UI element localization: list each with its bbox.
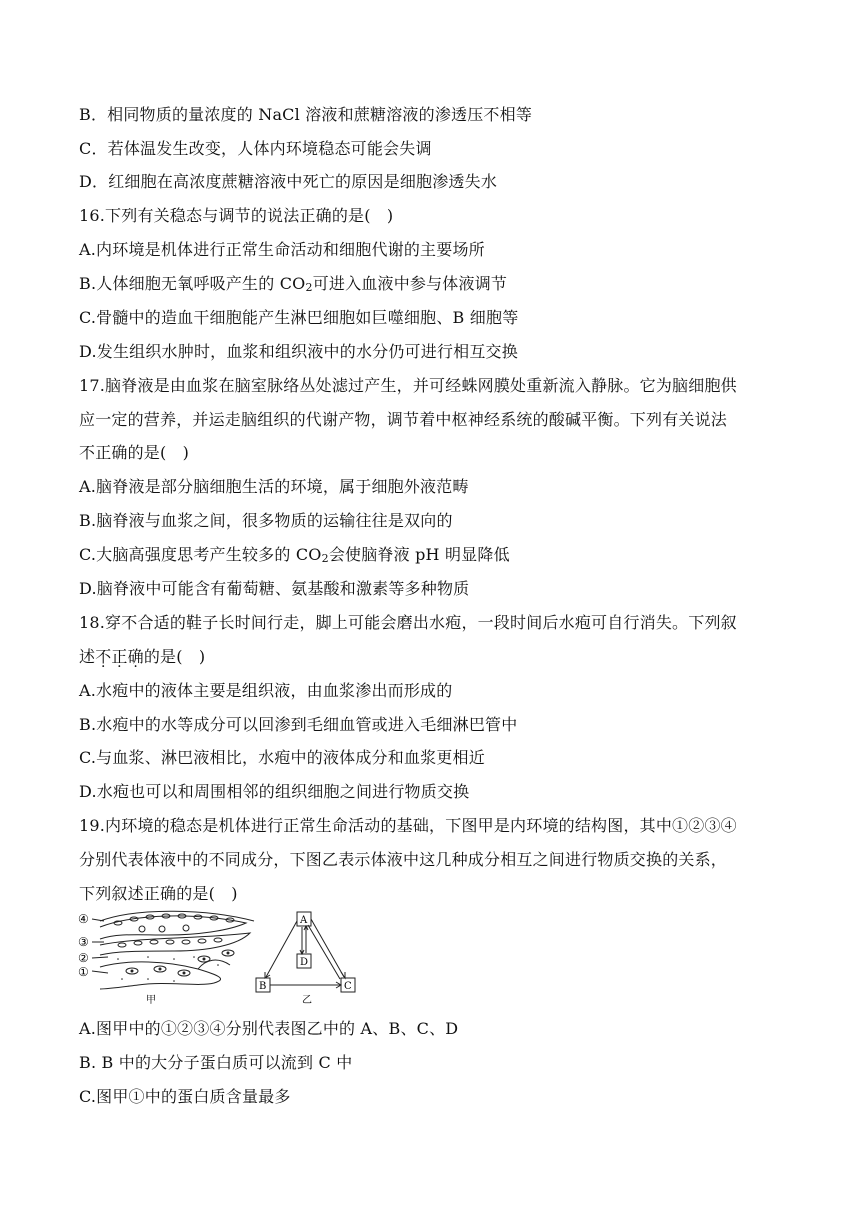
q16-option-b <box>79 272 788 296</box>
q19-option-a: A.图甲中的①②③④分别代表图乙中的 A、B、C、D <box>79 1019 459 1038</box>
yi-node-a: A <box>300 915 308 926</box>
q17-option-c-post: 会使脑脊液 pH 明显降低 <box>328 545 510 564</box>
q17-option-c <box>79 543 788 567</box>
jia-label-4: ④ <box>78 912 89 926</box>
q17-option-b: B.脑脊液与血浆之间，很多物质的运输往往是双向的 <box>79 511 453 530</box>
q15-option-d: D．红细胞在高浓度蔗糖溶液中死亡的原因是细胞渗透失水 <box>79 172 498 191</box>
jia-label-1: ① <box>78 965 89 979</box>
q19-stem-3: 下列叙述正确的是( ) <box>79 884 238 903</box>
q16-option-a: A.内环境是机体进行正常生命活动和细胞代谢的主要场所 <box>79 240 485 259</box>
q16-option-d: D.发生组织水肿时，血浆和组织液中的水分仍可进行相互交换 <box>79 342 518 361</box>
q19-stem-2: 分别代表体液中的不同成分，下图乙表示体液中这几种成分相互之间进行物质交换的关系， <box>79 850 728 869</box>
q16-option-b-sub: 2 <box>305 281 313 294</box>
q16-stem: 16.下列有关稳态与调节的说法正确的是( ) <box>79 206 394 225</box>
q18-option-b: B.水疱中的水等成分可以回渗到毛细血管或进入毛细淋巴管中 <box>79 715 518 734</box>
q17-option-d: D.脑脊液中可能含有葡萄糖、氨基酸和激素等多种物质 <box>79 579 470 598</box>
q17-stem-2: 应一定的营养，并运走脑组织的代谢产物，调节着中枢神经系统的酸碱平衡。下列有关说法 <box>79 410 728 429</box>
q19-stem-1: 19.内环境的稳态是机体进行正常生命活动的基础，下图甲是内环境的结构图，其中①②③④ <box>79 816 737 835</box>
q17-stem-3: 不正确的是( ) <box>79 443 190 462</box>
yi-caption: 乙 <box>302 995 312 1005</box>
yi-node-d: D <box>300 957 309 968</box>
jia-label-3: ③ <box>78 935 89 949</box>
q19-option-c: C.图甲①中的蛋白质含量最多 <box>79 1087 291 1106</box>
q18-stem-1: 18.穿不合适的鞋子长时间行走，脚上可能会磨出水疱，一段时间后水疱可自行消失。下列叙 <box>79 613 737 632</box>
jia-caption: 甲 <box>146 995 156 1005</box>
yi-node-b: B <box>259 981 267 992</box>
q18-option-c: C.与血浆、淋巴液相比，水疱中的液体成分和血浆更相近 <box>79 748 485 767</box>
q15-option-c: C．若体温发生改变，人体内环境稳态可能会失调 <box>79 139 432 158</box>
q18-stem-2 <box>79 645 788 669</box>
q19-figure <box>78 909 378 1005</box>
q17-option-c-pre: C.大脑高强度思考产生较多的 CO <box>79 545 322 564</box>
yi-node-c: C <box>344 981 352 992</box>
q16-option-b-pre: B.人体细胞无氧呼吸产生的 CO <box>79 274 306 293</box>
figure-jia-diagram <box>92 911 254 989</box>
q18-option-a: A.水疱中的液体主要是组织液，由血浆渗出而形成的 <box>79 681 453 700</box>
q18-option-d: D.水疱也可以和周围相邻的组织细胞之间进行物质交换 <box>79 782 470 801</box>
q18-stem-2-post: 的是( ) <box>143 647 206 666</box>
q18-emphasis-char: 正 <box>111 647 128 666</box>
q18-stem-2-pre: 述 <box>79 647 96 666</box>
jia-label-2: ② <box>78 951 89 965</box>
q15-option-b: B．相同物质的量浓度的 NaCl 溶液和蔗糖溶液的渗透压不相等 <box>79 105 533 124</box>
q18-emphasis-char: 不 <box>95 647 112 666</box>
q16-option-c: C.骨髓中的造血干细胞能产生淋巴细胞如巨噬细胞、B 细胞等 <box>79 308 519 327</box>
q17-stem-1: 17.脑脊液是由血浆在脑室脉络丛处滤过产生，并可经蛛网膜处重新流入静脉。它为脑细胞供 <box>79 376 737 395</box>
q17-option-a: A.脑脊液是部分脑细胞生活的环境，属于细胞外液范畴 <box>79 477 469 496</box>
q19-option-b: B. B 中的大分子蛋白质可以流到 C 中 <box>79 1053 353 1072</box>
q17-option-c-sub: 2 <box>321 552 329 565</box>
q18-emphasis-char: 确 <box>127 647 144 666</box>
figure-jia-yi <box>78 909 378 1005</box>
q16-option-b-post: 可进入血液中参与体液调节 <box>312 274 508 293</box>
